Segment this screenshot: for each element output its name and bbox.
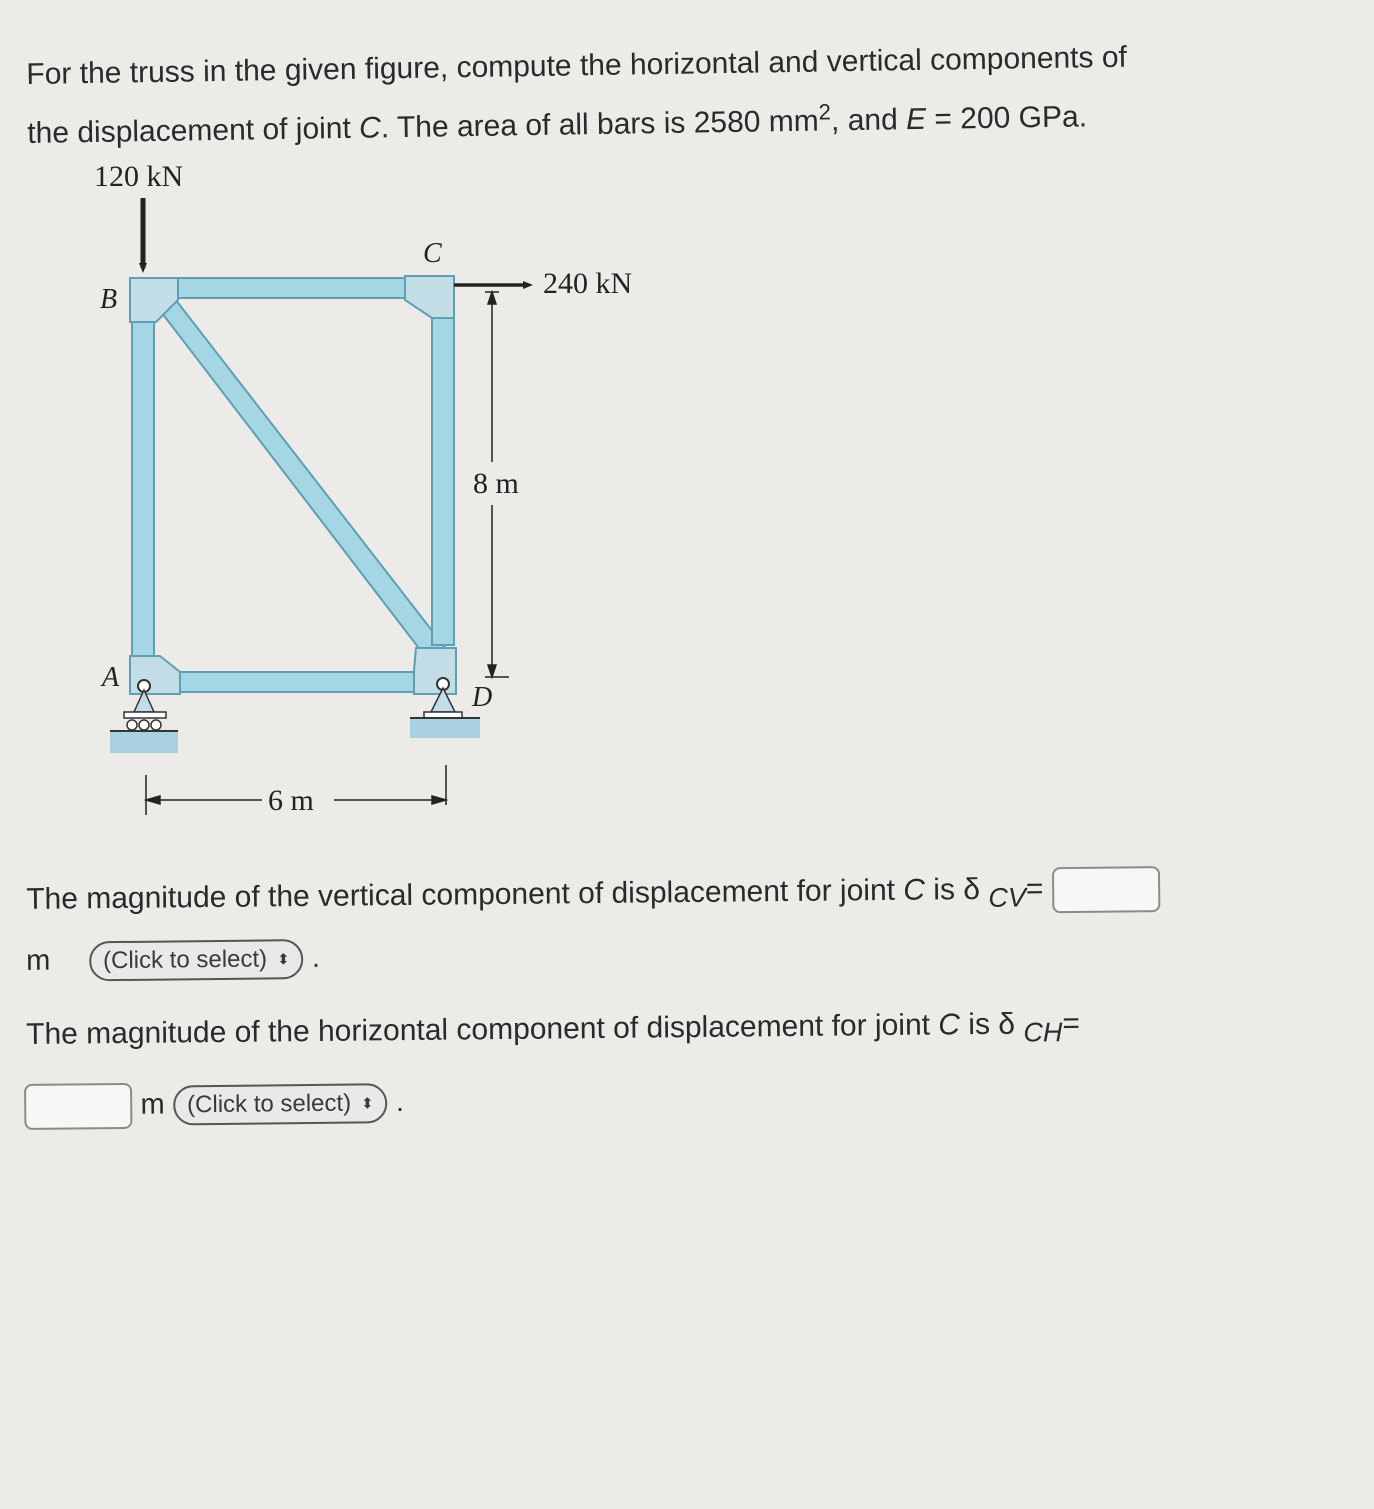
unit-select-horizontal[interactable] [173, 1083, 388, 1125]
answer-input-vertical[interactable] [1052, 866, 1160, 913]
label-load-vertical: 120 kN [94, 160, 184, 193]
area-exponent: 2 [818, 99, 832, 125]
label-load-horizontal: 240 kN [543, 267, 633, 300]
problem-line-1: For the truss in the given figure, compute the horizontal and vertical components of [26, 40, 1128, 91]
label-joint-a: A [102, 662, 120, 693]
trailing-period: . [395, 1085, 404, 1118]
question-horizontal-is: is δ [959, 1007, 1024, 1042]
trailing-period: . [311, 941, 320, 973]
area-text: . The area of all bars is 2580 mm [380, 104, 820, 145]
gusset-c [405, 276, 454, 318]
question-horizontal-subscript: CH [1023, 1017, 1063, 1048]
label-joint-b: B [100, 284, 118, 315]
label-dim-height: 8 m [473, 467, 519, 500]
vertical-member-cd [432, 305, 454, 645]
joint-symbol: C [358, 111, 382, 145]
question-horizontal-answer-row [24, 1080, 404, 1130]
bottom-member-ad [172, 672, 420, 692]
problem-statement [26, 30, 1328, 159]
label-joint-c: C [423, 238, 442, 269]
question-horizontal-equals: = [1062, 1006, 1081, 1041]
modulus-symbol: E [905, 102, 927, 137]
top-member-bc [172, 278, 408, 298]
vertical-member-ab [132, 305, 154, 660]
unit-label-vertical: m [26, 944, 51, 977]
truss-figure [80, 150, 700, 840]
unit-select-vertical[interactable] [89, 939, 304, 981]
chevron-updown-icon: ⬍ [276, 950, 290, 968]
label-dim-width: 6 m [268, 784, 314, 817]
modulus-value: = 200 GPa. [925, 100, 1088, 136]
question-horizontal-text: The magnitude of the horizontal component of displacement for joint [26, 1008, 939, 1051]
unit-select-vertical-label: (Click to select) [102, 945, 268, 975]
unit-select-horizontal-label: (Click to select) [186, 1089, 352, 1119]
question-horizontal-joint: C [938, 1008, 961, 1042]
and-text: , and [830, 103, 907, 138]
truss-members [132, 278, 454, 692]
question-vertical-line [26, 866, 1160, 924]
question-vertical-equals: = [1025, 872, 1044, 906]
gusset-d [414, 648, 456, 694]
chevron-updown-icon: ⬍ [361, 1094, 374, 1112]
question-vertical-subscript: CV [988, 882, 1027, 913]
question-vertical-joint: C [903, 873, 926, 907]
diagonal-member-bd [152, 290, 447, 664]
question-vertical-is: is δ [924, 872, 989, 907]
unit-label-horizontal: m [140, 1088, 165, 1121]
question-vertical-units-row [26, 939, 320, 982]
answer-input-horizontal[interactable] [24, 1083, 132, 1130]
label-joint-d: D [472, 682, 493, 713]
problem-line-2-pre: the displacement of joint [27, 111, 360, 150]
question-vertical-text: The magnitude of the vertical component of displacement for joint [26, 873, 904, 916]
question-horizontal-line [26, 1007, 1080, 1059]
